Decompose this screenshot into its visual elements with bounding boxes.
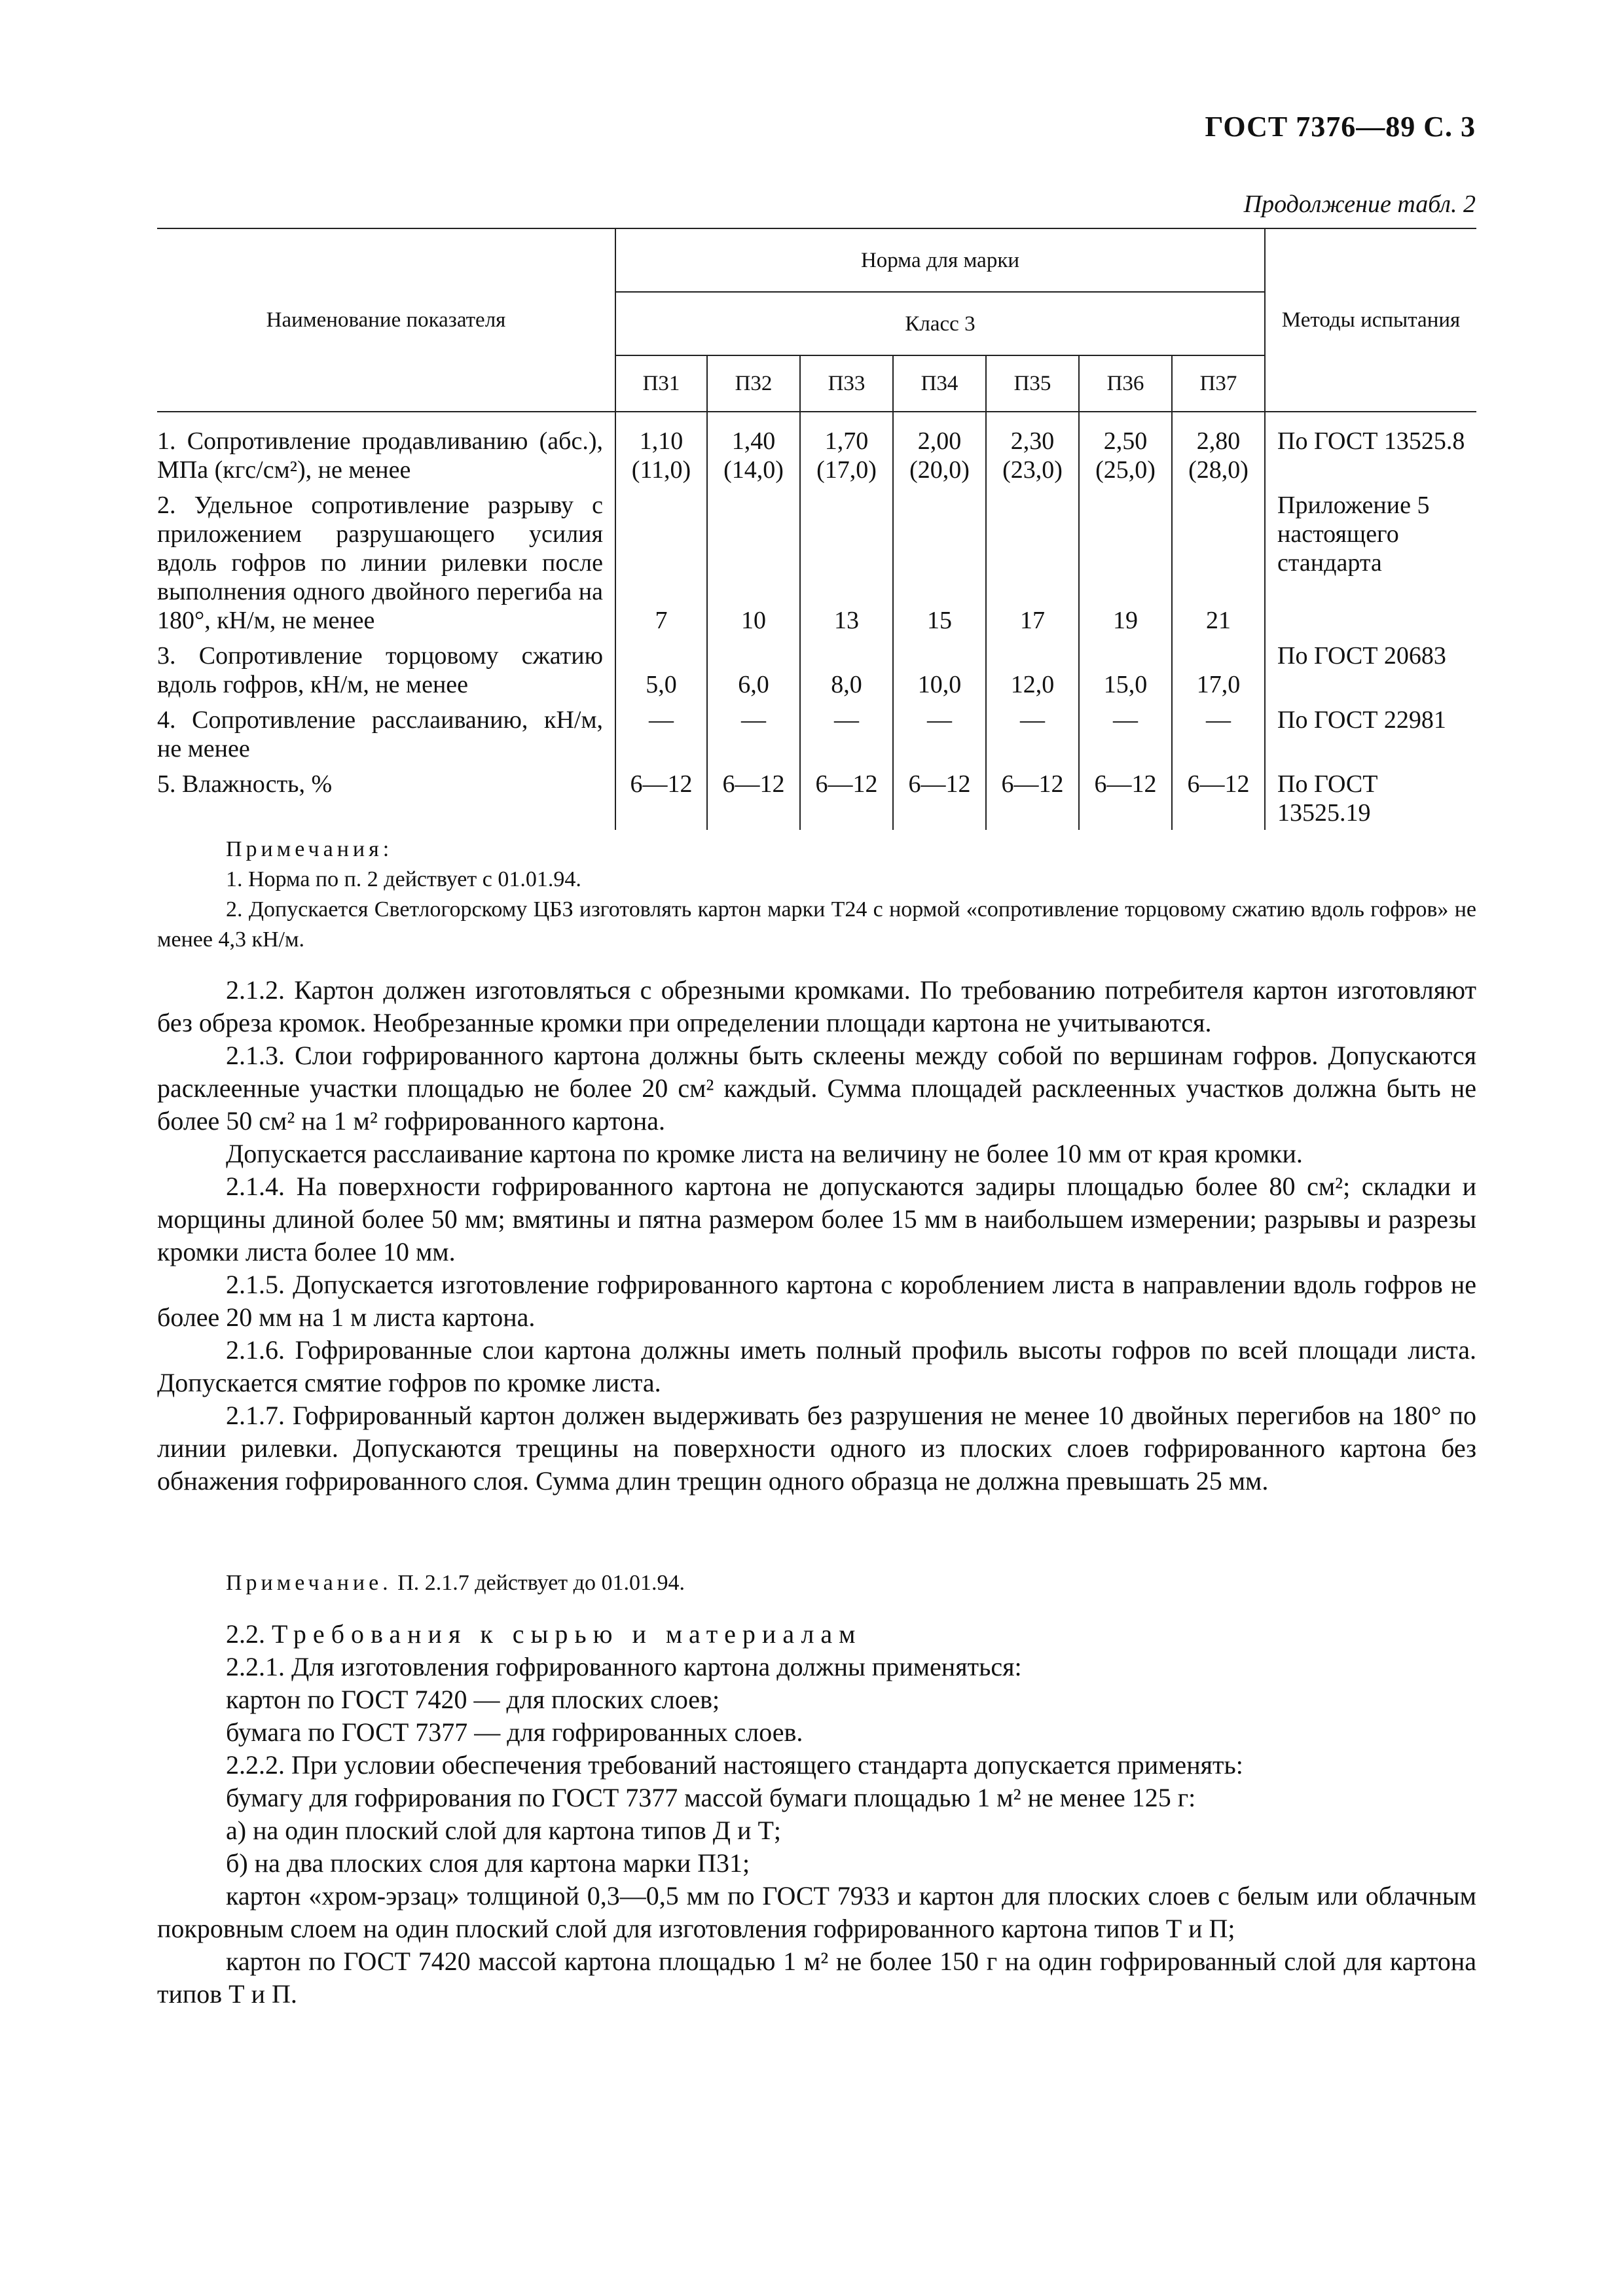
norm-value: — — [1172, 702, 1265, 766]
norm-value: 6—12 — [707, 766, 800, 830]
table-row — [157, 766, 1476, 830]
column-header-mark: П33 — [800, 355, 893, 412]
norm-value: — — [986, 702, 1079, 766]
norm-value: 19 — [1079, 487, 1172, 637]
norm-value: 8,0 — [800, 637, 893, 702]
column-header-mark: П36 — [1079, 355, 1172, 412]
norm-value: 6—12 — [893, 766, 986, 830]
paragraph-2-1-2: 2.1.2. Картон должен изготовляться с обрезными кромками. По требованию потребителя картон изготовляют без обреза кромок. Необрезанные кромки при определении площади картона не учитываются. — [157, 975, 1476, 1037]
norm-value: 2,30 (23,0) — [986, 412, 1079, 487]
specification-table — [157, 228, 1476, 830]
norm-value: 10,0 — [893, 637, 986, 702]
norm-value: 6—12 — [800, 766, 893, 830]
note-item: 2. Допускается Светлогорскому ЦБЗ изготовлять картон марки Т24 с нормой «сопротивление торцовому сжатию вдоль гофров» не менее 4,3 кН/м. — [157, 897, 1476, 952]
paragraph-2-2-2-d: картон «хром-эрзац» толщиной 0,3—0,5 мм по ГОСТ 7933 и картон для плоских слоев с белым или облачным покровным слоем на один плоский слой для изготовления гофрированного картона типов Т и П; — [157, 1881, 1476, 1943]
column-header-mark: П34 — [893, 355, 986, 412]
norm-value: 1,10 (11,0) — [615, 412, 707, 487]
norm-value: 15 — [893, 487, 986, 637]
norm-value: — — [707, 702, 800, 766]
indicator-name: 1. Сопротивление продавливанию (абс.), МПа (кгс/см²), не менее — [157, 412, 615, 487]
norm-value: 6—12 — [615, 766, 707, 830]
norm-value: — — [800, 702, 893, 766]
test-method: По ГОСТ 22981 — [1265, 702, 1476, 766]
test-method: По ГОСТ 20683 — [1265, 637, 1476, 702]
norm-value: 1,70 (17,0) — [800, 412, 893, 487]
column-header-mark: П32 — [707, 355, 800, 412]
norm-value: 7 — [615, 487, 707, 637]
indicator-name: 5. Влажность, % — [157, 766, 615, 830]
norm-value: 2,50 (25,0) — [1079, 412, 1172, 487]
indicator-name: 3. Сопротивление торцовому сжатию вдоль гофров, кН/м, не менее — [157, 637, 615, 702]
paragraph-note — [157, 1568, 1476, 1598]
test-method: По ГОСТ 13525.8 — [1265, 412, 1476, 487]
column-header-name: Наименование показателя — [157, 228, 615, 412]
paragraph-2-1-3-b: Допускается расслаивание картона по кромке листа на величину не более 10 мм от края кромки. — [226, 1139, 1303, 1168]
note-label: Примечание. — [226, 1571, 392, 1595]
paragraph-2-1-3: 2.1.3. Слои гофрированного картона должны быть склеены между собой по вершинам гофров. Допускаются расклеенные участки площадью не более 20 см² каждый. Сумма площадей расклеенных участков должна быть не более 50 см² на 1 м² гофрированного картона. — [157, 1041, 1476, 1136]
paragraph-2-1-5: 2.1.5. Допускается изготовление гофрированного картона с короблением листа в направлении вдоль гофров не более 20 мм на 1 м листа картона. — [157, 1270, 1476, 1332]
norm-value: 6,0 — [707, 637, 800, 702]
table-row — [157, 702, 1476, 766]
table-notes — [157, 834, 1476, 955]
paragraph-2-2-1-b: бумага по ГОСТ 7377 — для гофрированных слоев. — [226, 1717, 803, 1747]
norm-value: 21 — [1172, 487, 1265, 637]
column-header-methods: Методы испытания — [1265, 228, 1476, 412]
paragraph-2-2-1: 2.2.1. Для изготовления гофрированного картона должны применяться: — [226, 1652, 1022, 1681]
norm-value: 12,0 — [986, 637, 1079, 702]
test-method: Приложение 5 настоящего стандарта — [1265, 487, 1476, 637]
norm-value: 10 — [707, 487, 800, 637]
paragraph-2-1-7: 2.1.7. Гофрированный картон должен выдерживать без разрушения не менее 10 двойных перегибов на 180° по линии рилевки. Допускаются трещины на поверхности одного из плоских слоев гофрированного картона без обнажения гофрированного слоя. Сумма длин трещин одного образца не должна превышать 25 мм. — [157, 1401, 1476, 1496]
paragraph-2-2-2-a: бумагу для гофрирования по ГОСТ 7377 массой бумаги площадью 1 м² не менее 125 г: — [226, 1783, 1196, 1812]
norm-value: 2,80 (28,0) — [1172, 412, 1265, 487]
table-continuation-label: Продолжение табл. 2 — [1243, 190, 1476, 218]
paragraph-2-1-6: 2.1.6. Гофрированные слои картона должны иметь полный профиль высоты гофров по всей площади листа. Допускается смятие гофров по кромке листа. — [157, 1335, 1476, 1397]
indicator-name: 4. Сопротивление расслаиванию, кН/м, не менее — [157, 702, 615, 766]
norm-value: — — [1079, 702, 1172, 766]
norm-value: 15,0 — [1079, 637, 1172, 702]
column-header-mark: П35 — [986, 355, 1079, 412]
table-row — [157, 637, 1476, 702]
norm-value: 17,0 — [1172, 637, 1265, 702]
test-method: По ГОСТ 13525.19 — [1265, 766, 1476, 830]
main-text — [157, 974, 1476, 1498]
section-heading: 2.2. Требования к сырью и материалам — [226, 1619, 862, 1649]
indicator-name: 2. Удельное сопротивление разрыву с приложением разрушающего усилия вдоль гофров по линии рилевки после выполнения одного двойного перегиба на 180°, кН/м, не менее — [157, 487, 615, 637]
paragraph-2-1-4: 2.1.4. На поверхности гофрированного картона не допускаются задиры площадью более 80 см²; складки и морщины длиной более 50 мм; вмятины и пятна размером более 15 мм в наибольшем измерении; разрывы и разрезы кромки листа более 10 мм. — [157, 1172, 1476, 1266]
note-item: 1. Норма по п. 2 действует с 01.01.94. — [226, 867, 581, 891]
norm-value: 6—12 — [1172, 766, 1265, 830]
paragraph-2-2-2-c: б) на два плоских слоя для картона марки П31; — [226, 1848, 750, 1878]
column-header-norm: Норма для марки — [615, 228, 1265, 292]
column-header-mark: П31 — [615, 355, 707, 412]
document-header: ГОСТ 7376—89 С. 3 — [1205, 111, 1476, 143]
column-header-class: Класс 3 — [615, 292, 1265, 355]
norm-value: 6—12 — [1079, 766, 1172, 830]
norm-value: — — [893, 702, 986, 766]
norm-value: 13 — [800, 487, 893, 637]
norm-value: — — [615, 702, 707, 766]
paragraph-2-2-2-e: картон по ГОСТ 7420 массой картона площадью 1 м² не более 150 г на один гофрированный слой для картона типов Т и П. — [157, 1946, 1476, 2009]
table-row — [157, 412, 1476, 487]
norm-value: 17 — [986, 487, 1079, 637]
norm-value: 6—12 — [986, 766, 1079, 830]
paragraph-2-2-2: 2.2.2. При условии обеспечения требований настоящего стандарта допускается применять: — [226, 1750, 1243, 1780]
norm-value: 5,0 — [615, 637, 707, 702]
notes-title: Примечания: — [226, 837, 393, 861]
column-header-mark: П37 — [1172, 355, 1265, 412]
table-row — [157, 487, 1476, 637]
paragraph-2-2-1-a: картон по ГОСТ 7420 — для плоских слоев; — [226, 1685, 720, 1714]
norm-value: 2,00 (20,0) — [893, 412, 986, 487]
section-2-2 — [157, 1618, 1476, 2011]
paragraph-2-2-2-b: а) на один плоский слой для картона типов Д и Т; — [226, 1816, 782, 1845]
note-text: П. 2.1.7 действует до 01.01.94. — [397, 1571, 685, 1595]
norm-value: 1,40 (14,0) — [707, 412, 800, 487]
